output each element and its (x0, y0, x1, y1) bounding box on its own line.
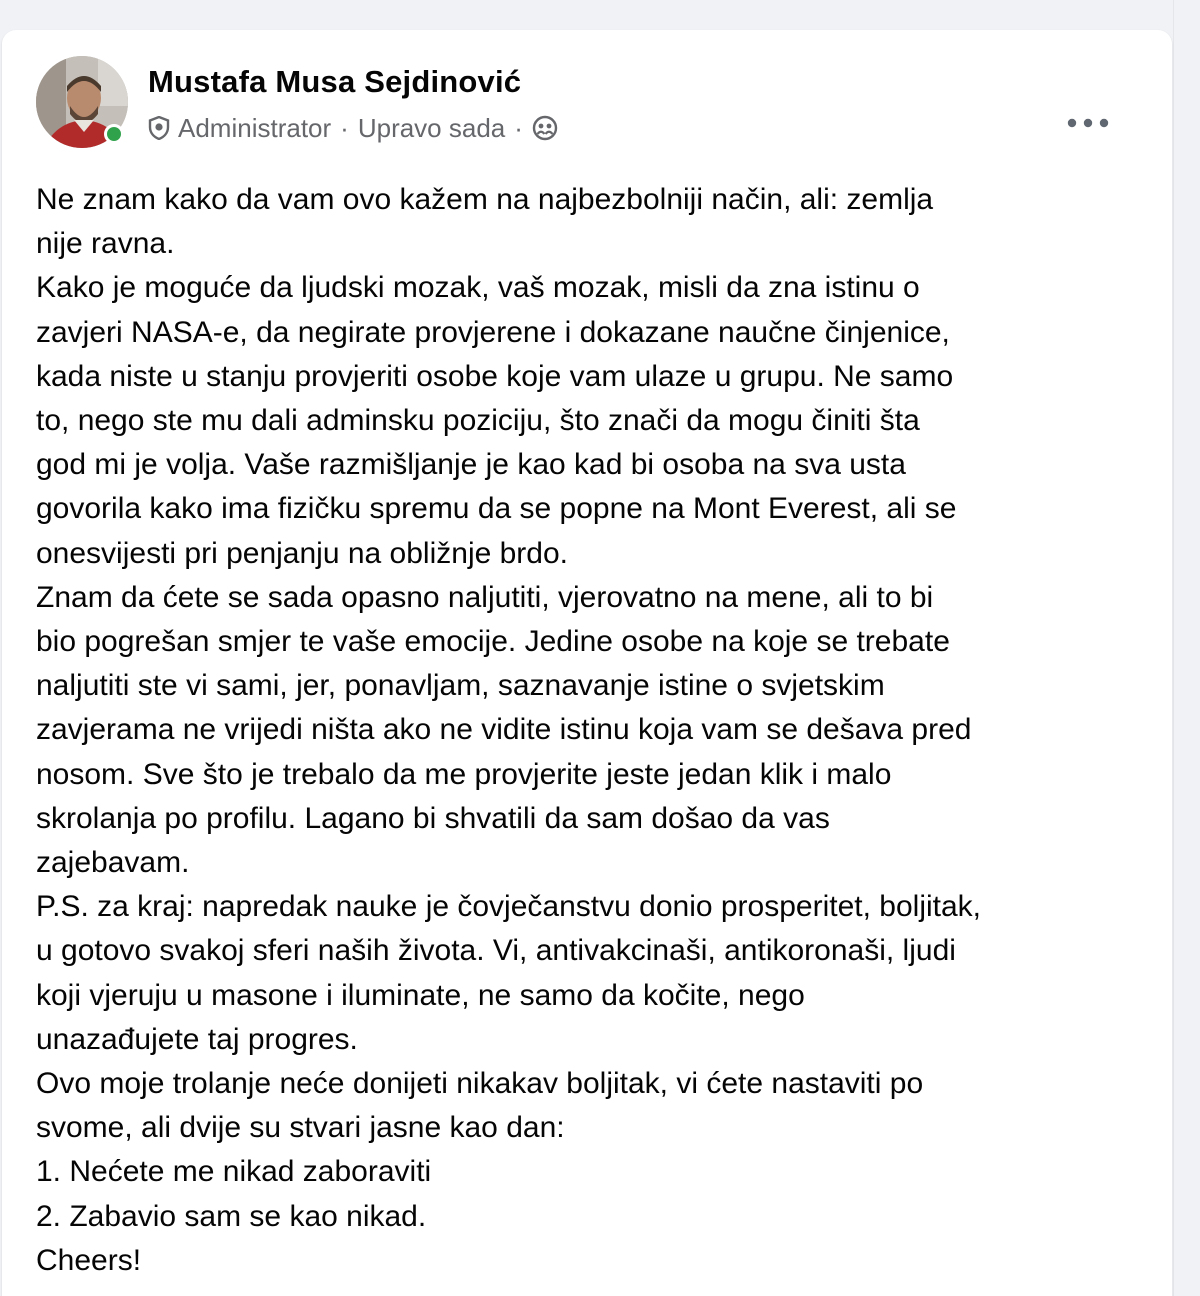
public-group-icon[interactable] (532, 115, 558, 141)
post-meta (148, 110, 558, 146)
post-text-line: onesvijesti pri penjanju na obližnje brdo. (36, 536, 569, 570)
post-text-line: P.S. za kraj: napredak nauke je čovječanstvu donio prosperitet, boljitak, (36, 890, 981, 924)
post-text-line: govorila kako ima fizičku spremu da se popne na Mont Everest, ali se (36, 492, 957, 526)
post-text-line: kada niste u stanju provjeriti osobe koje vam ulaze u grupu. Ne samo (36, 359, 954, 393)
post-text-line: zavjeri NASA-e, da negirate provjerene i dokazane naučne činjenice, (36, 315, 950, 349)
post-header (36, 56, 1152, 156)
meta-separator: · (340, 112, 349, 143)
post-text-line: nosom. Sve što je trebalo da me provjerite jeste jedan klik i malo (36, 757, 892, 791)
post-text-line: Cheers! (36, 1243, 142, 1277)
more-options-icon (1067, 115, 1109, 133)
post-text-line: skrolanja po profilu. Lagano bi shvatili da sam došao da vas (36, 801, 830, 835)
post-text-line: bio pogrešan smjer te vaše emocije. Jedine osobe na koje se trebate (36, 625, 950, 659)
post-text-line: Ovo moje trolanje neće donijeti nikakav boljitak, vi ćete nastaviti po (36, 1067, 924, 1101)
post-text-line: svome, ali dvije su stvari jasne kao dan: (36, 1111, 565, 1145)
post-text-line: zajebavam. (36, 846, 190, 880)
post-text-line: unazađujete taj progres. (36, 1022, 358, 1056)
author-name[interactable]: Mustafa Musa Sejdinović (148, 64, 522, 99)
post-text-line: naljutiti ste vi sami, jer, ponavljam, saznavanje istine o svjetskim (36, 669, 885, 703)
online-status-dot (104, 124, 124, 144)
post-card (2, 30, 1172, 1296)
post-text-line: koji vjeruju u masone i iluminate, ne samo da kočite, nego (36, 978, 805, 1012)
post-text-line: to, nego ste mu dali adminsku poziciju, što znači da mogu činiti šta (36, 404, 920, 438)
post-text-line: 2. Zabavio sam se kao nikad. (36, 1199, 427, 1233)
more-options-button[interactable] (1058, 94, 1118, 154)
page-scroll-gutter (1173, 0, 1200, 1296)
post-text-line: 1. Nećete me nikad zaboraviti (36, 1155, 432, 1189)
post-text-line: Ne znam kako da vam ovo kažem na najbezbolniji način, ali: zemlja (36, 183, 934, 216)
author-avatar[interactable] (36, 56, 128, 148)
meta-separator-2: · (514, 112, 523, 143)
shield-badge-icon (148, 116, 170, 140)
author-role[interactable]: Administrator (178, 112, 332, 143)
post-body (36, 178, 1156, 1283)
post-text-line: zavjerama ne vrijedi ništa ako ne vidite istinu koja vam se dešava pred (36, 713, 972, 747)
post-text-line: god mi je volja. Vaše razmišljanje je kao kad bi osoba na sva usta (36, 448, 906, 482)
post-text-line: u gotovo svakoj sferi naših života. Vi, antivakcinaši, antikoronaši, ljudi (36, 934, 956, 968)
post-text-line: nije ravna. (36, 227, 175, 261)
post-timestamp[interactable]: Upravo sada (357, 112, 506, 143)
post-text-line: Znam da ćete se sada opasno naljutiti, vjerovatno na mene, ali to bi (36, 580, 934, 614)
post-text-line: Kako je moguće da ljudski mozak, vaš mozak, misli da zna istinu o (36, 271, 920, 305)
